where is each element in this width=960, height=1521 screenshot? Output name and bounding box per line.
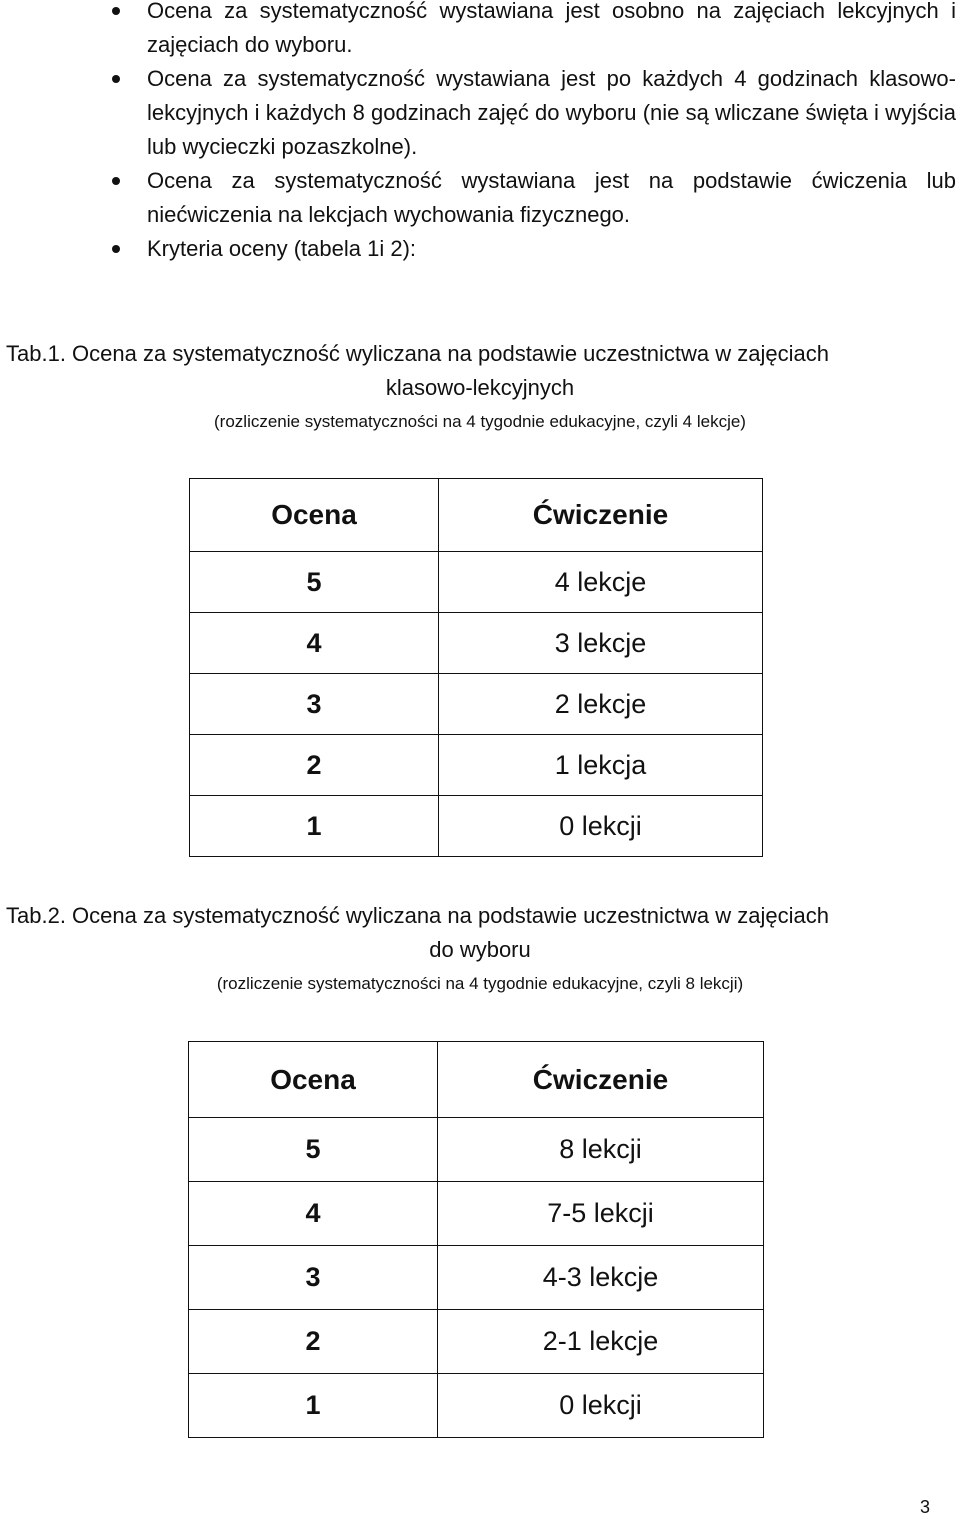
table1-header-cwiczenie: Ćwiczenie: [439, 479, 763, 552]
bullet-text: Ocena za systematyczność wystawiana jest osobno na zajęciach lekcyjnych i zajęciach do wyboru.: [147, 0, 956, 57]
table2-cell-cwiczenie: 7-5 lekcji: [438, 1182, 764, 1246]
table2-cell-ocena: 1: [189, 1374, 438, 1438]
table2: [188, 1041, 764, 1438]
bullet-text: Kryteria oceny (tabela 1i 2):: [147, 236, 417, 261]
table1-caption-line2: klasowo-lekcyjnych: [385, 375, 575, 400]
table-row: [189, 1246, 764, 1310]
table2-header-ocena: Ocena: [189, 1042, 438, 1118]
bullet-item: [0, 0, 960, 62]
table1-cell-ocena: 3: [190, 674, 439, 735]
table-row: [190, 735, 763, 796]
bullet-text: Ocena za systematyczność wystawiana jest na podstawie ćwiczenia lub niećwiczenia na lekcjach wychowania fizycznego.: [147, 168, 956, 227]
table1-cell-cwiczenie: 4 lekcje: [439, 552, 763, 613]
table2-header-row: [189, 1042, 764, 1118]
bullet-dot-icon: [112, 7, 120, 15]
table-row: [189, 1182, 764, 1246]
table2-cell-ocena: 5: [189, 1118, 438, 1182]
table2-cell-ocena: 3: [189, 1246, 438, 1310]
table-row: [190, 674, 763, 735]
bullet-dot-icon: [112, 245, 120, 253]
table2-cell-cwiczenie: 8 lekcji: [438, 1118, 764, 1182]
table1-cell-ocena: 2: [190, 735, 439, 796]
table1-cell-ocena: 1: [190, 796, 439, 857]
table2-cell-cwiczenie: 2-1 lekcje: [438, 1310, 764, 1374]
table1-header-row: [190, 479, 763, 552]
table1-caption-line1: Tab.1. Ocena za systematyczność wyliczana na podstawie uczestnictwa w zajęciach: [6, 341, 829, 366]
page-number: 3: [919, 1497, 930, 1517]
table1-cell-ocena: 5: [190, 552, 439, 613]
table-row: [190, 613, 763, 674]
table1-header-ocena: Ocena: [190, 479, 439, 552]
table2-cell-ocena: 2: [189, 1310, 438, 1374]
bullet-dot-icon: [112, 177, 120, 185]
table-row: [189, 1118, 764, 1182]
bullet-item: [0, 62, 960, 164]
table-row: [189, 1374, 764, 1438]
table1-caption-note: (rozliczenie systematyczności na 4 tygodnie edukacyjne, czyli 4 lekcje): [214, 412, 746, 431]
table1-cell-cwiczenie: 3 lekcje: [439, 613, 763, 674]
table2-caption-line2: do wyboru: [429, 937, 531, 962]
table1: [189, 478, 763, 857]
table-row: [190, 552, 763, 613]
table1-cell-ocena: 4: [190, 613, 439, 674]
table2-cell-cwiczenie: 4-3 lekcje: [438, 1246, 764, 1310]
table2-header-cwiczenie: Ćwiczenie: [438, 1042, 764, 1118]
table1-caption: [0, 337, 960, 436]
table2-caption: [0, 899, 960, 998]
table2-cell-cwiczenie: 0 lekcji: [438, 1374, 764, 1438]
bullet-item: [0, 164, 960, 232]
table1-cell-cwiczenie: 1 lekcja: [439, 735, 763, 796]
table1-cell-cwiczenie: 2 lekcje: [439, 674, 763, 735]
table2-cell-ocena: 4: [189, 1182, 438, 1246]
bullet-text: Ocena za systematyczność wystawiana jest po każdych 4 godzinach klasowo-lekcyjnych i każdych 8 godzinach zajęć do wyboru (nie są wliczane święta i wyjścia lub wycieczki pozaszkolne).: [147, 66, 956, 159]
bullet-item: [0, 232, 960, 266]
table2-caption-line1: Tab.2. Ocena za systematyczność wyliczana na podstawie uczestnictwa w zajęciach: [6, 903, 829, 928]
table2-caption-note: (rozliczenie systematyczności na 4 tygodnie edukacyjne, czyli 8 lekcji): [216, 974, 744, 993]
bullet-list: [0, 0, 960, 266]
table-row: [190, 796, 763, 857]
table-row: [189, 1310, 764, 1374]
table1-cell-cwiczenie: 0 lekcji: [439, 796, 763, 857]
bullet-dot-icon: [112, 75, 120, 83]
